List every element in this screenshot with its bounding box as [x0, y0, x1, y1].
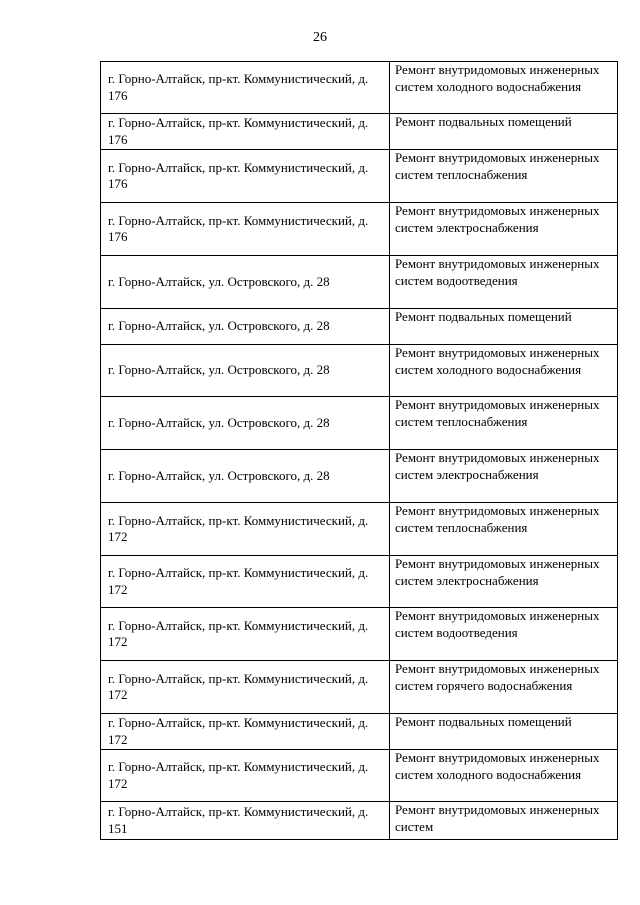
address-cell: г. Горно-Алтайск, ул. Островского, д. 28 [101, 345, 390, 397]
work-cell: Ремонт подвальных помещений [390, 309, 618, 345]
address-cell: г. Горно-Алтайск, пр-кт. Коммунистический, д. 172 [101, 556, 390, 608]
table-row [101, 345, 618, 397]
table-row [101, 450, 618, 503]
work-cell: Ремонт внутридомовых инженерных систем электроснабжения [390, 203, 618, 256]
table-row [101, 203, 618, 256]
work-cell: Ремонт внутридомовых инженерных систем холодного водоснабжения [390, 345, 618, 397]
table-row [101, 62, 618, 114]
work-cell: Ремонт внутридомовых инженерных систем электроснабжения [390, 556, 618, 608]
work-cell: Ремонт внутридомовых инженерных систем водоотведения [390, 608, 618, 661]
table-row [101, 714, 618, 750]
page-number: 26 [313, 30, 327, 45]
address-cell: г. Горно-Алтайск, ул. Островского, д. 28 [101, 309, 390, 345]
work-cell: Ремонт внутридомовых инженерных систем горячего водоснабжения [390, 661, 618, 714]
work-cell: Ремонт внутридомовых инженерных систем теплоснабжения [390, 503, 618, 556]
work-cell: Ремонт внутридомовых инженерных систем холодного водоснабжения [390, 62, 618, 114]
table-row [101, 503, 618, 556]
table-row [101, 750, 618, 802]
table-row [101, 608, 618, 661]
address-cell: г. Горно-Алтайск, пр-кт. Коммунистический, д. 151 [101, 802, 390, 840]
address-cell: г. Горно-Алтайск, пр-кт. Коммунистический, д. 176 [101, 203, 390, 256]
table-row [101, 397, 618, 450]
table-row [101, 661, 618, 714]
work-cell: Ремонт подвальных помещений [390, 714, 618, 750]
table-row [101, 256, 618, 309]
address-cell: г. Горно-Алтайск, пр-кт. Коммунистический, д. 172 [101, 608, 390, 661]
address-cell: г. Горно-Алтайск, пр-кт. Коммунистический, д. 172 [101, 503, 390, 556]
address-cell: г. Горно-Алтайск, пр-кт. Коммунистический, д. 176 [101, 114, 390, 150]
table-row [101, 802, 618, 840]
address-cell: г. Горно-Алтайск, ул. Островского, д. 28 [101, 397, 390, 450]
table-row [101, 556, 618, 608]
address-cell: г. Горно-Алтайск, пр-кт. Коммунистический, д. 172 [101, 714, 390, 750]
table-row [101, 150, 618, 203]
address-cell: г. Горно-Алтайск, пр-кт. Коммунистический, д. 176 [101, 150, 390, 203]
address-cell: г. Горно-Алтайск, пр-кт. Коммунистический, д. 176 [101, 62, 390, 114]
table-row [101, 114, 618, 150]
address-cell: г. Горно-Алтайск, пр-кт. Коммунистический, д. 172 [101, 661, 390, 714]
work-cell: Ремонт внутридомовых инженерных систем водоотведения [390, 256, 618, 309]
address-cell: г. Горно-Алтайск, пр-кт. Коммунистический, д. 172 [101, 750, 390, 802]
table-row [101, 309, 618, 345]
work-cell: Ремонт внутридомовых инженерных систем электроснабжения [390, 450, 618, 503]
address-cell: г. Горно-Алтайск, ул. Островского, д. 28 [101, 450, 390, 503]
work-cell: Ремонт внутридомовых инженерных систем теплоснабжения [390, 150, 618, 203]
work-cell: Ремонт подвальных помещений [390, 114, 618, 150]
repair-table [100, 61, 618, 840]
work-cell: Ремонт внутридомовых инженерных систем теплоснабжения [390, 397, 618, 450]
work-cell: Ремонт внутридомовых инженерных систем [390, 802, 618, 840]
address-cell: г. Горно-Алтайск, ул. Островского, д. 28 [101, 256, 390, 309]
work-cell: Ремонт внутридомовых инженерных систем холодного водоснабжения [390, 750, 618, 802]
